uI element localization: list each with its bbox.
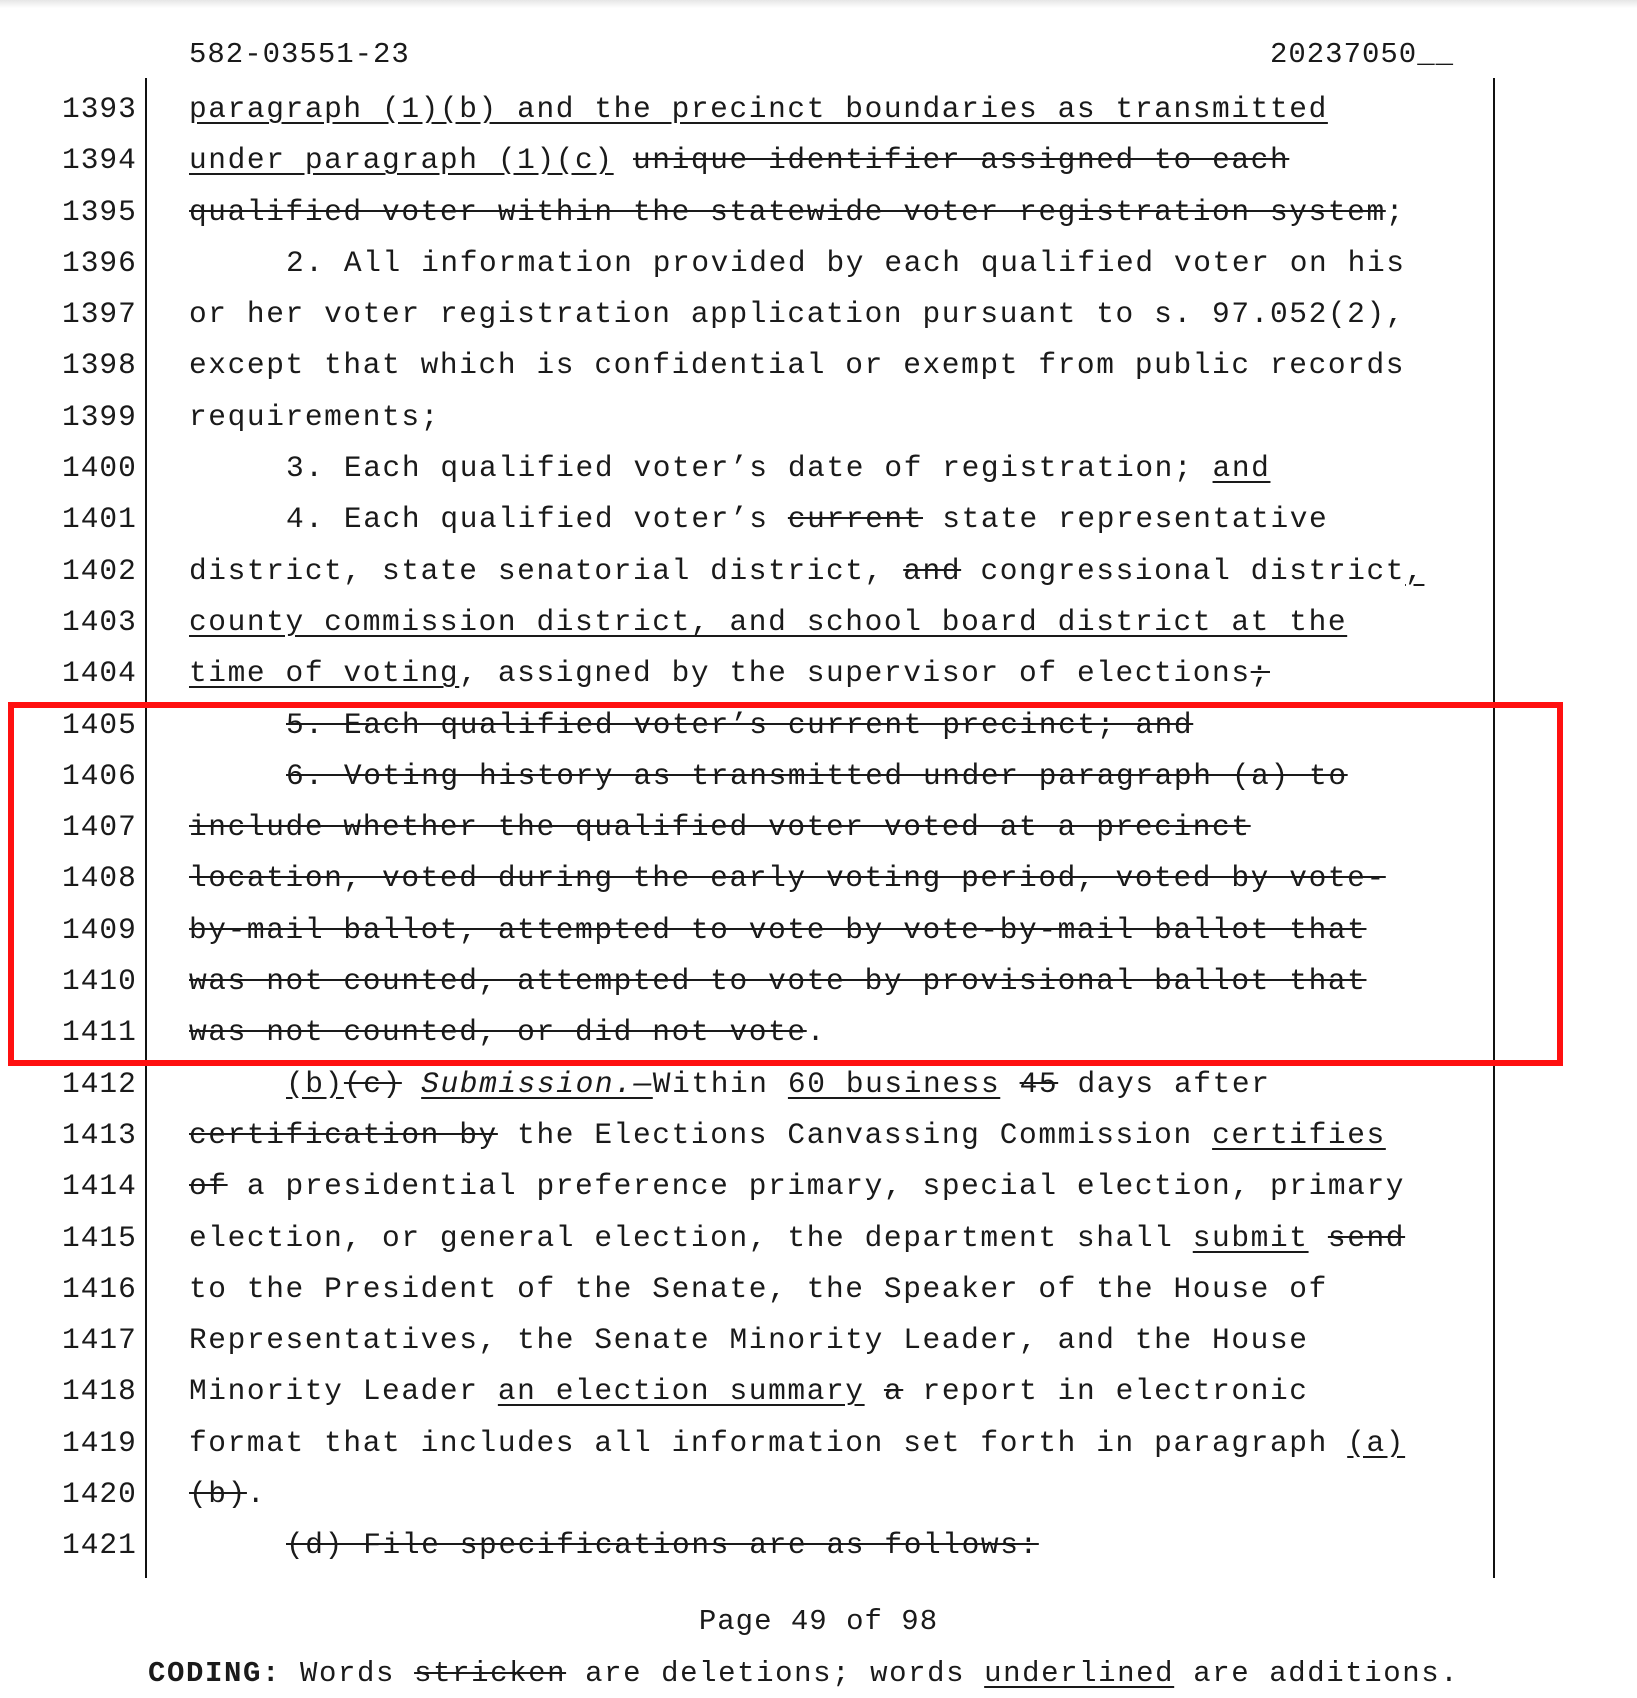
added-text: under paragraph (1)(c) xyxy=(189,143,614,178)
text-line xyxy=(0,650,1637,701)
plain-text: the Elections Canvassing Commission xyxy=(497,1117,1213,1152)
added-text: submit xyxy=(1192,1220,1309,1255)
added-text: and xyxy=(1212,451,1271,486)
plain-text: to the President of the Senate, the Speaker of the House of xyxy=(189,1271,1328,1306)
deleted-text: current xyxy=(787,502,923,537)
text-line xyxy=(0,1266,1637,1317)
text-line xyxy=(0,1061,1637,1112)
deleted-text: was not counted, or did not vote xyxy=(189,1015,807,1050)
text-line xyxy=(0,445,1637,496)
plain-text: election, or general election, the department shall xyxy=(189,1220,1193,1255)
line-number: 1400 xyxy=(62,451,137,486)
plain-text xyxy=(1000,1067,1019,1101)
deleted-text: 45 xyxy=(1019,1066,1059,1101)
line-number: 1418 xyxy=(62,1374,137,1409)
plain-text: state representative xyxy=(923,502,1329,537)
line-number: 1406 xyxy=(62,758,137,793)
deleted-text: ; xyxy=(1250,656,1270,691)
deleted-text: send xyxy=(1327,1220,1406,1255)
line-number: 1403 xyxy=(62,604,137,639)
line-number: 1421 xyxy=(62,1528,137,1563)
text-line xyxy=(0,342,1637,393)
text-line xyxy=(0,1215,1637,1266)
section-heading-text: Submission.— xyxy=(421,1066,653,1101)
text-line xyxy=(0,1522,1637,1573)
line-number: 1399 xyxy=(62,399,137,434)
line-number: 1402 xyxy=(62,553,137,588)
line-number: 1397 xyxy=(62,297,137,332)
plain-text: ; xyxy=(1385,194,1406,229)
added-text: (a) xyxy=(1347,1425,1406,1460)
coding-text-post: are additions. xyxy=(1174,1657,1460,1690)
coding-stricken-example: stricken xyxy=(414,1657,567,1690)
line-text xyxy=(189,342,1405,388)
line-text xyxy=(189,394,440,440)
plain-text: district, state senatorial district, xyxy=(189,553,904,588)
deleted-text: certification by xyxy=(189,1117,498,1152)
text-line xyxy=(0,291,1637,342)
plain-text: 2. All information provided by each qualified voter on his xyxy=(286,245,1406,280)
text-line xyxy=(0,1112,1637,1163)
line-text xyxy=(189,1368,1309,1414)
deleted-text: by-mail ballot, attempted to vote by vote-by-mail ballot that xyxy=(189,912,1367,947)
added-text: , xyxy=(1405,553,1425,588)
added-text: an election summary xyxy=(497,1374,865,1409)
plain-text: Within xyxy=(652,1066,788,1101)
text-line xyxy=(0,1420,1637,1471)
plain-text: . xyxy=(246,1477,267,1512)
plain-text: except that which is confidential or exempt from public records xyxy=(189,348,1406,383)
line-number: 1410 xyxy=(62,964,137,999)
line-text xyxy=(189,1266,1328,1312)
line-number: 1411 xyxy=(62,1015,137,1050)
deleted-text: (b) xyxy=(189,1477,247,1512)
line-text xyxy=(189,86,1328,132)
line-text xyxy=(286,240,1406,286)
line-number: 1393 xyxy=(62,92,137,126)
line-text xyxy=(189,1163,1405,1209)
deleted-text: 5. Each qualified voter’s current precinct; and xyxy=(286,707,1194,742)
coding-legend xyxy=(148,1657,1459,1690)
line-text xyxy=(189,291,1405,337)
line-text xyxy=(189,1420,1405,1466)
plain-text: Minority Leader xyxy=(189,1374,498,1409)
line-number: 1412 xyxy=(62,1066,137,1101)
coding-label: CODING: xyxy=(148,1657,282,1690)
line-text xyxy=(189,548,1424,594)
deleted-text: and xyxy=(903,553,962,588)
deleted-text: (c) xyxy=(343,1066,402,1101)
line-text xyxy=(286,1522,1039,1568)
plain-text: days after xyxy=(1058,1066,1271,1101)
plain-text: a presidential preference primary, special election, primary xyxy=(227,1169,1406,1204)
highlight-box xyxy=(8,702,1563,1066)
bill-number: 20237050__ xyxy=(1269,38,1454,71)
line-number: 1419 xyxy=(62,1425,137,1460)
plain-text xyxy=(614,143,633,177)
line-number: 1414 xyxy=(62,1169,137,1204)
text-line xyxy=(0,1368,1637,1419)
page-number: Page 49 of 98 xyxy=(698,1605,939,1638)
text-line xyxy=(0,137,1637,188)
line-text xyxy=(189,599,1347,645)
document-header xyxy=(189,38,1454,78)
line-number: 1408 xyxy=(62,861,137,896)
text-line xyxy=(0,496,1637,547)
plain-text: . xyxy=(806,1015,827,1050)
line-number: 1396 xyxy=(62,245,137,280)
added-text: (b) xyxy=(286,1066,344,1101)
line-number: 1398 xyxy=(62,348,137,383)
plain-text: report in electronic xyxy=(903,1374,1309,1409)
plain-text xyxy=(1309,1221,1328,1255)
coding-underlined-example: underlined xyxy=(984,1657,1175,1690)
line-number: 1395 xyxy=(62,194,137,229)
deleted-text: qualified voter within the statewide voter registration system xyxy=(189,194,1386,229)
line-number: 1409 xyxy=(62,912,137,947)
plain-text: Representatives, the Senate Minority Leader, and the House xyxy=(189,1323,1309,1358)
plain-text: 3. Each qualified voter’s date of registration; xyxy=(286,451,1213,486)
plain-text: format that includes all information set forth in paragraph xyxy=(189,1425,1348,1460)
text-line xyxy=(0,86,1637,137)
plain-text xyxy=(402,1067,421,1101)
bill-draft-code: 582-03551-23 xyxy=(189,38,410,71)
line-text xyxy=(189,1317,1309,1363)
top-shadow-band xyxy=(0,0,1637,8)
line-text xyxy=(189,650,1270,696)
text-line xyxy=(0,1317,1637,1368)
line-number: 1415 xyxy=(62,1220,137,1255)
line-number: 1420 xyxy=(62,1477,137,1512)
coding-text-pre: Words xyxy=(281,1657,415,1690)
text-line xyxy=(0,599,1637,650)
line-text xyxy=(189,189,1405,235)
deleted-text: (d) File specifications are as follows: xyxy=(286,1528,1039,1563)
text-line xyxy=(0,1471,1637,1522)
text-line xyxy=(0,394,1637,445)
plain-text: 4. Each qualified voter’s xyxy=(286,502,788,537)
deleted-text: a xyxy=(883,1374,904,1409)
line-number: 1404 xyxy=(62,656,137,691)
deleted-text: unique identifier assigned to each xyxy=(632,143,1290,178)
added-text: time of voting xyxy=(189,656,460,691)
line-number: 1407 xyxy=(62,810,137,845)
line-text xyxy=(189,1215,1405,1261)
added-text: 60 business xyxy=(787,1066,1001,1101)
deleted-text: was not counted, attempted to vote by provisional ballot that xyxy=(189,964,1367,999)
plain-text: , assigned by the supervisor of elections xyxy=(459,656,1251,691)
line-number: 1416 xyxy=(62,1271,137,1306)
plain-text: congressional district xyxy=(961,553,1406,588)
line-number: 1417 xyxy=(62,1323,137,1358)
line-text xyxy=(189,1471,266,1517)
coding-text-mid: are deletions; words xyxy=(566,1657,985,1690)
line-number: 1401 xyxy=(62,502,137,537)
plain-text xyxy=(865,1374,884,1408)
line-text xyxy=(286,1061,1271,1107)
deleted-text: of xyxy=(189,1169,228,1204)
line-number: 1394 xyxy=(62,143,137,178)
plain-text: requirements; xyxy=(189,399,440,434)
text-line xyxy=(0,189,1637,240)
line-number: 1413 xyxy=(62,1117,137,1152)
deleted-text: include whether the qualified voter voted at a precinct xyxy=(189,810,1251,845)
deleted-text: location, voted during the early voting period, voted by vote- xyxy=(189,861,1386,896)
line-number: 1405 xyxy=(62,707,137,742)
deleted-text: 6. Voting history as transmitted under paragraph (a) to xyxy=(286,758,1348,793)
line-text xyxy=(189,137,1289,183)
line-text xyxy=(286,445,1270,491)
added-text: county commission district, and school board district at the xyxy=(189,604,1348,639)
text-line xyxy=(0,240,1637,291)
plain-text: or her voter registration application pursuant to s. 97.052(2), xyxy=(189,297,1406,332)
text-line xyxy=(0,1163,1637,1214)
line-text xyxy=(286,496,1328,542)
line-text xyxy=(189,1112,1386,1158)
added-text: certifies xyxy=(1212,1117,1386,1152)
added-text: paragraph (1)(b) and the precinct boundaries as transmitted xyxy=(189,92,1328,126)
text-line xyxy=(0,548,1637,599)
